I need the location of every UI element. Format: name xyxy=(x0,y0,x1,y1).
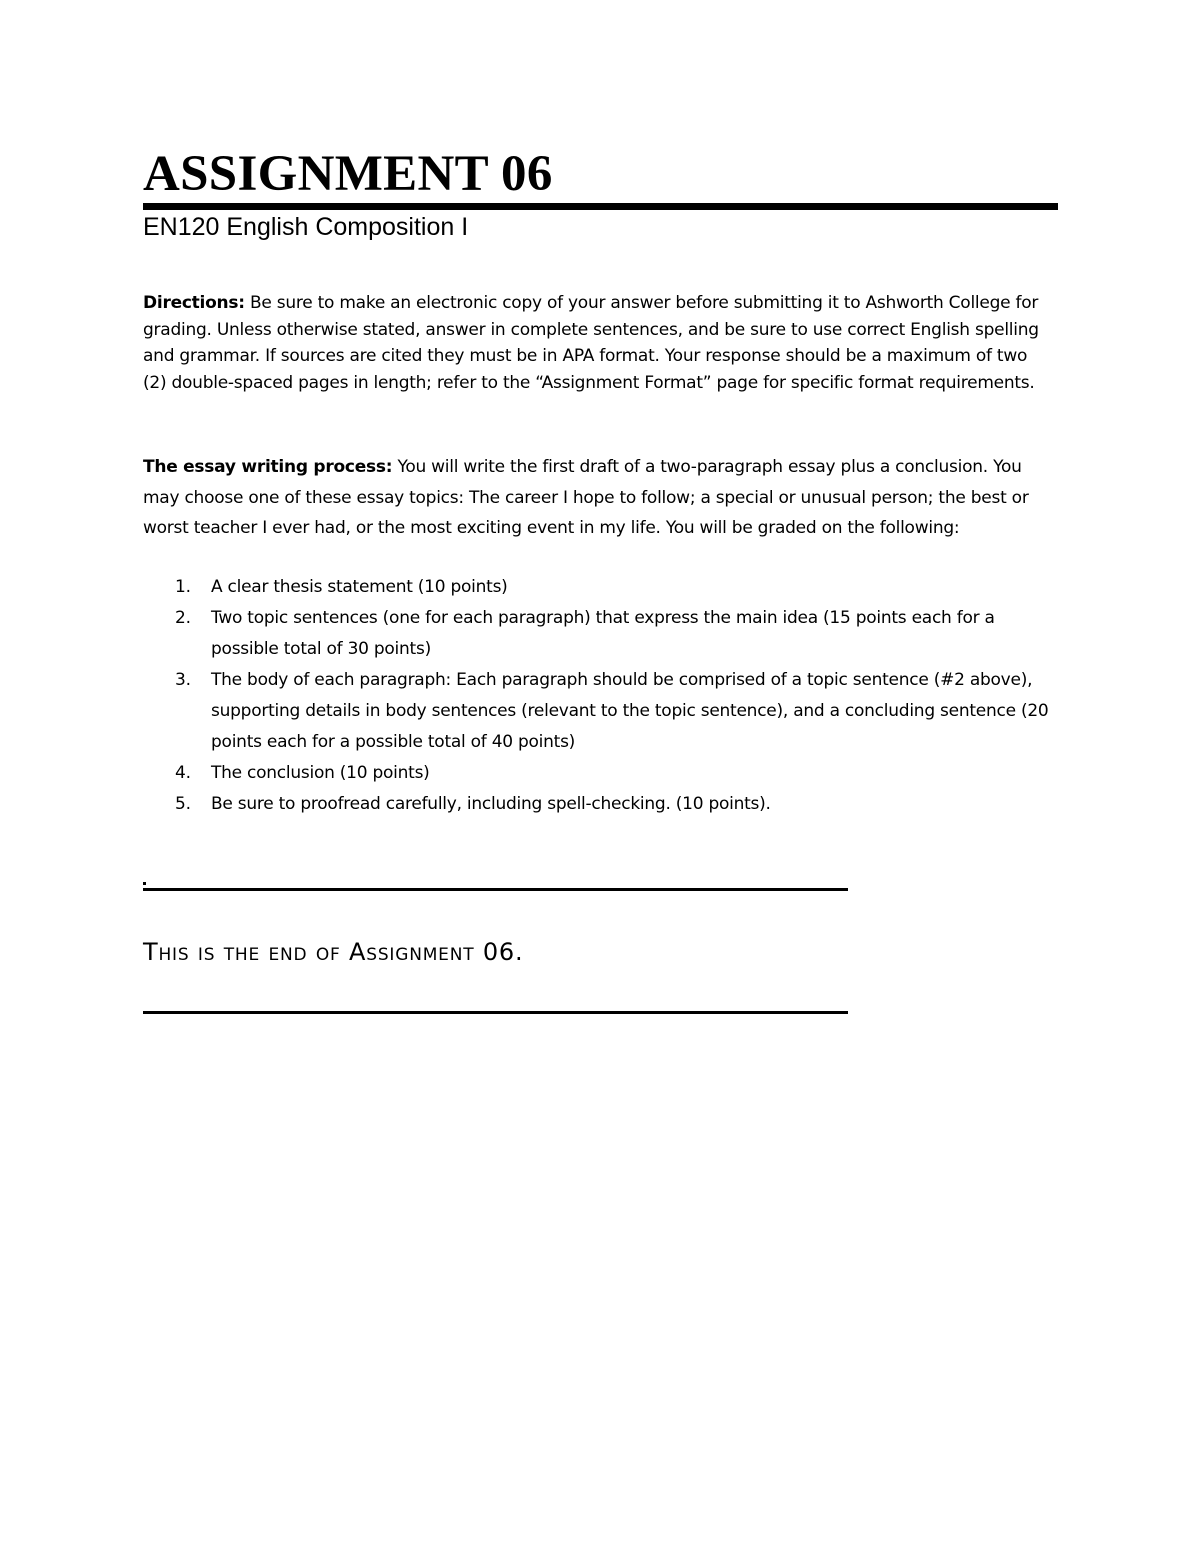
list-item-number: 5. xyxy=(175,794,191,814)
list-item-number: 1. xyxy=(175,577,191,597)
list-item xyxy=(143,665,1058,758)
list-item xyxy=(143,789,1058,820)
list-item xyxy=(143,758,1058,789)
list-item-text: Two topic sentences (one for each paragraph) that express the main idea (15 points each for a possible total of 30 points) xyxy=(211,608,995,659)
list-item-number: 3. xyxy=(175,670,191,690)
end-divider-top xyxy=(143,888,848,891)
title-divider xyxy=(143,203,1058,210)
list-item-text: The body of each paragraph: Each paragraph should be comprised of a topic sentence (#2 above), supporting details in body sentences (relevant to the topic sentence), and a concluding sentence (20 points each for a possible total of 40 points) xyxy=(211,670,1049,752)
list-item-number: 2. xyxy=(175,608,191,628)
page-title: ASSIGNMENT 06 xyxy=(143,146,553,202)
directions-text: Be sure to make an electronic copy of your answer before submitting it to Ashworth College for grading. Unless otherwise stated, answer in complete sentences, and be sure to use correct English spelling and grammar. If sources are cited they must be in APA format. Your response should be a maximum of two (2) double-spaced pages in length; refer to the “Assignment Format” page for specific format requirements. xyxy=(143,293,1039,393)
essay-process-label: The essay writing process: xyxy=(143,457,393,477)
essay-process-paragraph xyxy=(143,452,1048,544)
list-item xyxy=(143,572,1058,603)
list-item-text: A clear thesis statement (10 points) xyxy=(211,577,508,597)
course-subtitle: EN120 English Composition I xyxy=(143,213,469,241)
directions-label: Directions: xyxy=(143,293,245,313)
list-item-text: Be sure to proofread carefully, including spell-checking. (10 points). xyxy=(211,794,771,814)
essay-process-text: You will write the first draft of a two-paragraph essay plus a conclusion. You may choose one of these essay topics: The career I hope to follow; a special or unusual person; the best or worst teacher I ever had, or the most exciting event in my life. You will be graded on the following: xyxy=(143,457,1029,538)
divider-mark xyxy=(143,882,146,885)
directions-paragraph xyxy=(143,290,1048,396)
end-divider-bottom xyxy=(143,1011,848,1014)
list-item-number: 4. xyxy=(175,763,191,783)
list-item xyxy=(143,603,1058,665)
list-item-text: The conclusion (10 points) xyxy=(211,763,430,783)
grading-criteria-list xyxy=(143,572,1058,820)
end-of-assignment-text: This is the end of Assignment 06. xyxy=(143,938,524,966)
